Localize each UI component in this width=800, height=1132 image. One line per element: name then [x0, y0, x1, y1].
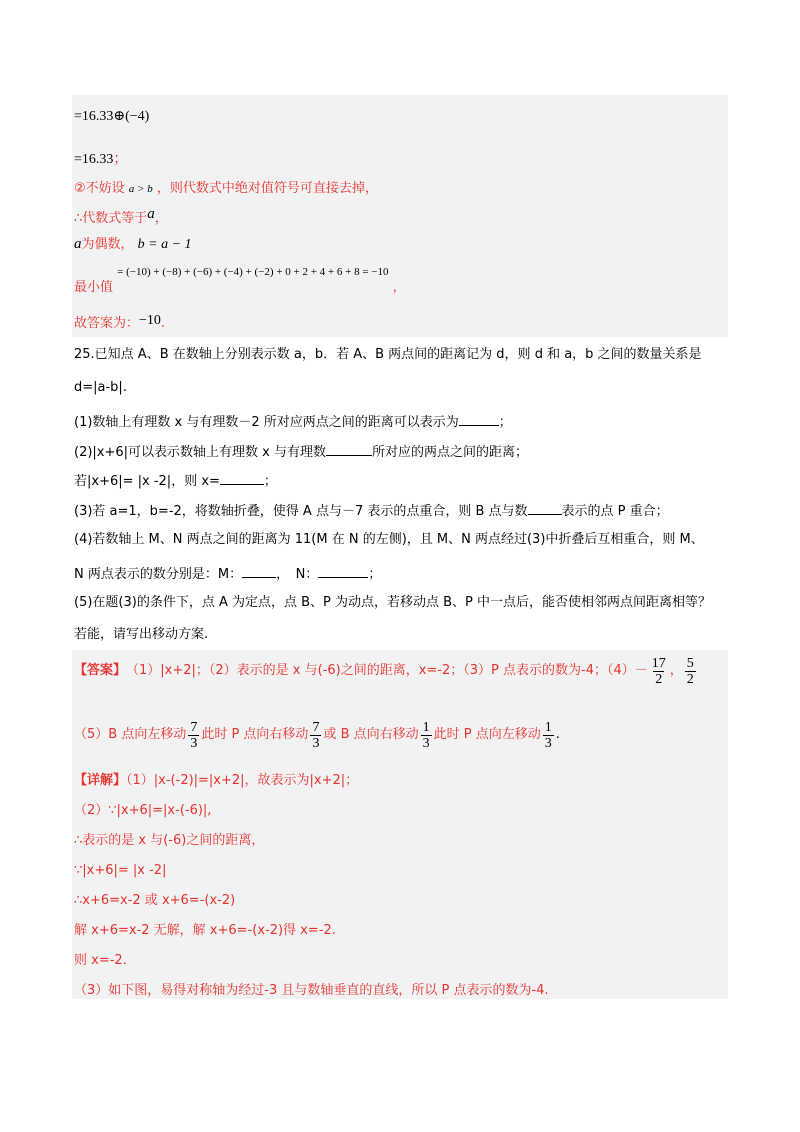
answer-line-2: （5）B 点向左移动 $\frac{7}{3}$ 此时 P 点向右移动 $\frac{7}{3}$ 或 B 点向右移动 $\frac{1}{3}$ 此时 P 点向左移动 $\frac{1}{3}$ .: [74, 719, 560, 751]
answer-box: [72, 650, 728, 999]
detail-line-3: ∴表示的是 x 与(-6)之间的距离，: [74, 833, 265, 848]
question-part-5-line-2: 若能，请写出移动方案.: [74, 627, 209, 642]
answer-blank: [326, 441, 372, 456]
question-part-2: (2)|x+6|可以表示数轴上有理数 x 与有理数 所对应的两点之间的距离；: [74, 441, 528, 462]
answer-blank: [220, 470, 264, 485]
question-part-2-condition: 若|x+6|= |x -2|，则 x= ；: [74, 470, 277, 491]
detail-line-1: 【详解】（1）|x-(-2)|=|x+2|，故表示为|x+2|；: [74, 773, 359, 788]
a-even-line: a为偶数， b = a − 1: [74, 236, 192, 252]
answer-blank: [242, 563, 276, 578]
case-2-intro: ②不妨设 a > b ，则代数式中绝对值符号可直接去掉，: [74, 181, 378, 196]
detail-line-8: （3）如下图，易得对称轴为经过-3 且与数轴垂直的直线，所以 P 点表示的数为-4.: [74, 983, 549, 998]
answer-line-1: 【答案】 （1）|x+2|；（2）表示的是 x 与(-6)之间的距离，x=-2；（3）P 点表示的数为-4；（4） － $\frac{17}{2}$ ， $\frac{5}{2}$: [74, 655, 694, 687]
detail-line-2: （2）∵|x+6|=|x-(-6)|,: [74, 803, 212, 818]
fraction: $\frac{17}{2}$: [651, 655, 666, 687]
answer-blank: [528, 500, 562, 515]
fraction: $\frac{7}{3}$: [190, 719, 198, 751]
answer-blank: [318, 563, 368, 578]
detail-line-5: ∴x+6=x-2 或 x+6=-(x-2): [74, 893, 236, 908]
equation-line-1: =16.33⊕(−4): [74, 109, 150, 124]
fraction: $\frac{5}{2}$: [686, 655, 694, 687]
detail-line-7: 则 x=-2.: [74, 953, 127, 968]
question-25-line-1: 25.已知点 A、B 在数轴上分别表示数 a，b．若 A、B 两点间的距离记为 d，则 d 和 a，b 之间的数量关系是: [74, 347, 702, 362]
fraction: $\frac{1}{3}$: [544, 719, 552, 751]
fraction: $\frac{1}{3}$: [422, 719, 430, 751]
fraction: $\frac{7}{3}$: [312, 719, 320, 751]
answer-blank: [459, 411, 499, 426]
question-part-3: (3)若 a=1，b=-2，将数轴折叠，使得 A 点与－7 表示的点重合，则 B 点与数 表示的点 P 重合；: [74, 500, 669, 521]
detail-line-6: 解 x+6=x-2 无解，解 x+6=-(x-2)得 x=-2.: [74, 923, 336, 938]
question-25-line-2: d=|a-b|.: [74, 380, 127, 395]
equation-line-2: =16.33；: [74, 152, 128, 167]
expression-equals-a: ∴代数式等于a，: [74, 206, 168, 226]
solution-box-top: [72, 95, 728, 337]
question-part-1: (1)数轴上有理数 x 与有理数－2 所对应两点之间的距离可以表示为 ；: [74, 411, 512, 432]
detail-line-4: ∵|x+6|= |x -2|: [74, 863, 167, 878]
question-part-4-line-2: N 两点表示的数分别是：M： ， N： ；: [74, 563, 381, 584]
question-part-5-line-1: (5)在题(3)的条件下，点 A 为定点，点 B、P 为动点，若移动点 B、P 中一点后，能否使相邻两点间距离相等？: [74, 595, 712, 610]
question-part-4-line-1: (4)若数轴上 M、N 两点之间的距离为 11(M 在 N 的左侧)，且 M、N 两点经过(3)中折叠后互相重合，则 M、: [74, 532, 704, 547]
minimum-value-line: 最小值 = (−10) + (−8) + (−6) + (−4) + (−2) + 0 + 2 + 4 + 6 + 8 = −10 ，: [74, 266, 406, 295]
final-answer-line: 故答案为：−10.: [74, 313, 166, 331]
